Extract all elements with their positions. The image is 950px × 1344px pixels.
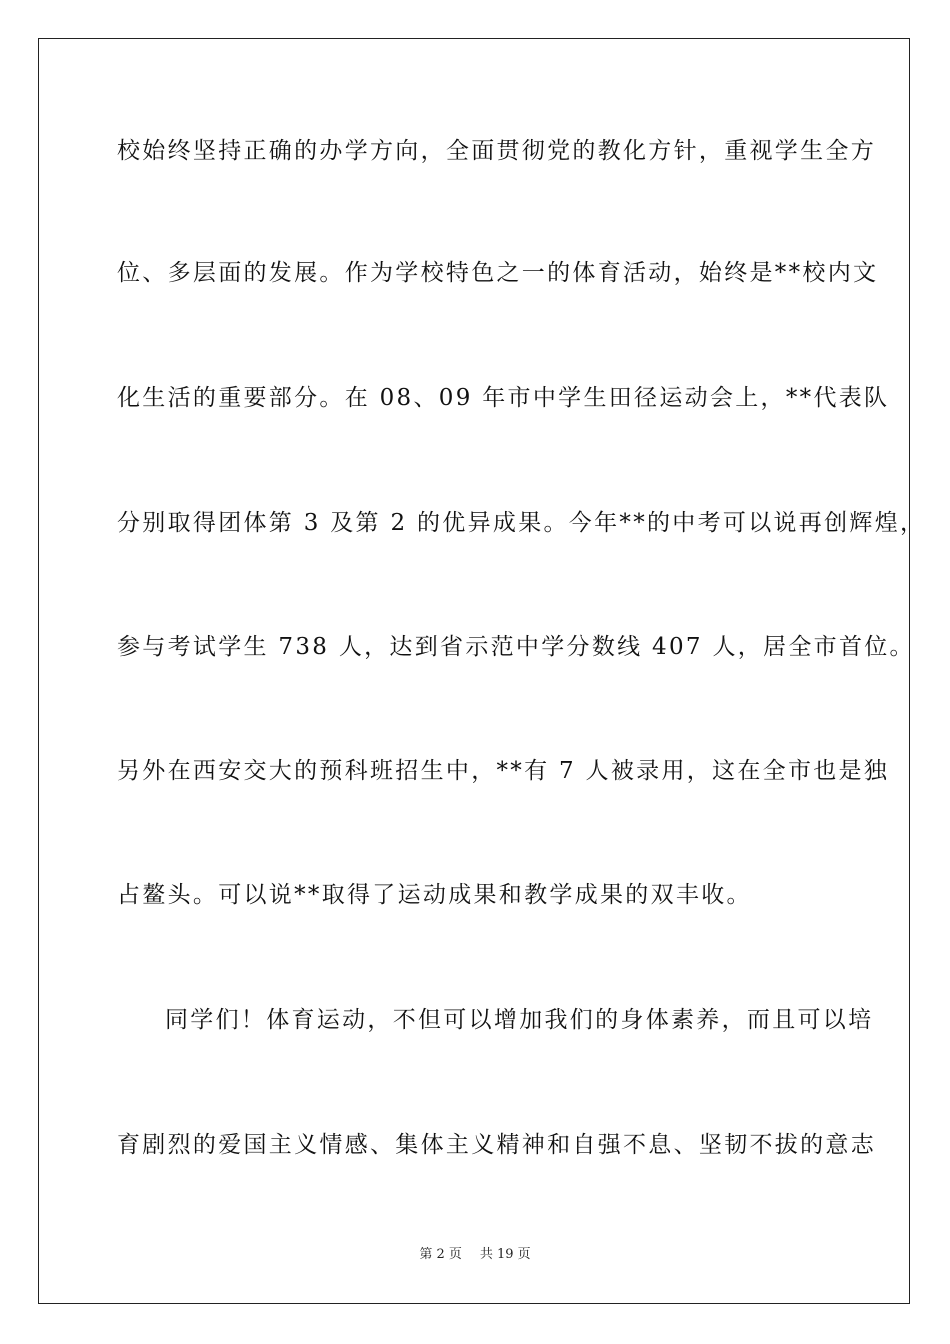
paragraph-line: 参与考试学生 738 人，达到省示范中学分数线 407 人，居全市首位。	[117, 634, 915, 660]
paragraph-line: 分别取得团体第 3 及第 2 的优异成果。今年**的中考可以说再创辉煌，	[117, 510, 926, 536]
paragraph-line: 化生活的重要部分。在 08、09 年市中学生田径运动会上，**代表队	[117, 385, 890, 411]
paragraph-line: 同学们！体育运动，不但可以增加我们的身体素养，而且可以培	[165, 1007, 874, 1033]
paragraph-line: 占鳌头。可以说**取得了运动成果和教学成果的双丰收。	[117, 882, 752, 908]
paragraph-line: 另外在西安交大的预科班招生中，**有 7 人被录用，这在全市也是独	[117, 758, 890, 784]
paragraph-line: 校始终坚持正确的办学方向，全面贯彻党的教化方针，重视学生全方	[117, 138, 876, 164]
paragraph-line: 育剧烈的爱国主义情感、集体主义精神和自强不息、坚韧不拔的意志	[117, 1132, 876, 1158]
page-number: 第 2 页	[419, 1247, 462, 1262]
page-total: 共 19 页	[479, 1247, 531, 1262]
page-footer	[0, 1246, 950, 1264]
paragraph-line: 位、多层面的发展。作为学校特色之一的体育活动，始终是**校内文	[117, 260, 879, 286]
page-border	[38, 38, 910, 1304]
